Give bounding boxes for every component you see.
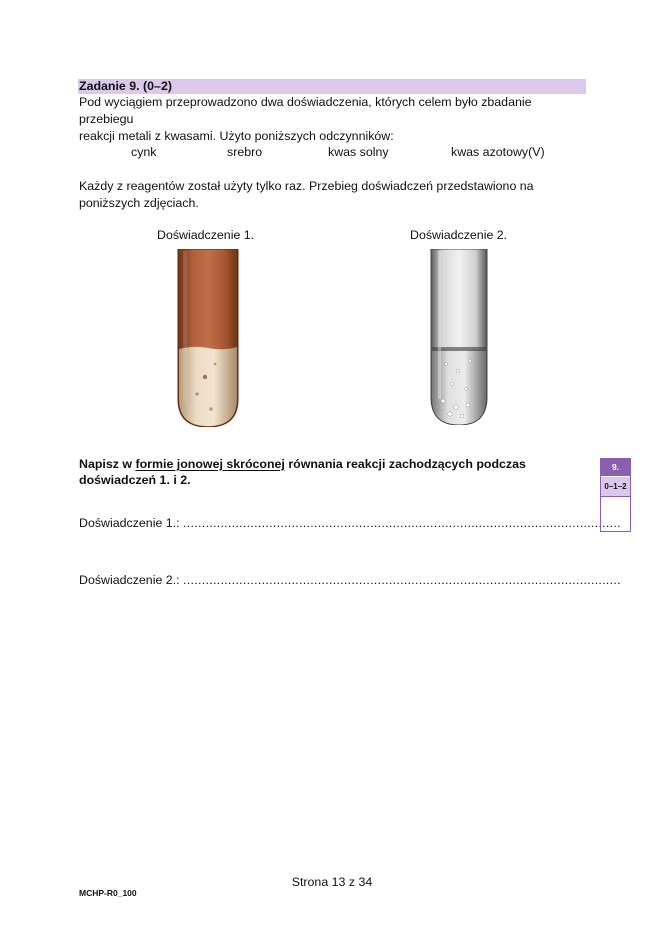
answer-line-1[interactable] bbox=[79, 516, 621, 530]
instruction-line-2: doświadczeń 1. i 2. bbox=[79, 473, 191, 487]
task-instruction bbox=[79, 456, 549, 488]
intro-line-1: Pod wyciągiem przeprowadzono dwa doświadczenia, których celem było zbadanie przebiegu bbox=[79, 95, 532, 126]
note-line-1: Każdy z reagentów został użyty tylko raz. Przebieg doświadczeń przedstawiono na bbox=[79, 179, 534, 193]
instruction-post: równania reakcji zachodzących podczas bbox=[284, 457, 526, 471]
intro-line-2: reakcji metali z kwasami. Użyto poniższych odczynników: bbox=[79, 129, 394, 143]
score-entry-field[interactable] bbox=[601, 497, 630, 531]
task-title: Zadanie 9. (0–2) bbox=[78, 79, 586, 94]
answer-2-label: Doświadczenie 2.: bbox=[79, 573, 180, 587]
answer-1-dots[interactable]: ..................................................................................................................... bbox=[183, 516, 621, 530]
page-number: Strona 13 z 34 bbox=[291, 875, 373, 889]
note-line-2: poniższych zdjęciach. bbox=[79, 196, 199, 210]
instruction-pre: Napisz w bbox=[79, 457, 136, 471]
answer-2-dots[interactable]: ..................................................................................................................... bbox=[183, 573, 621, 587]
task-intro bbox=[79, 94, 589, 145]
reagent-silver: srebro bbox=[227, 145, 263, 159]
reagent-nitric-acid: kwas azotowy(V) bbox=[451, 145, 545, 159]
experiment-1-tube-photo bbox=[175, 249, 241, 427]
task-note bbox=[79, 178, 589, 212]
experiment-2-caption: Doświadczenie 2. bbox=[410, 228, 508, 242]
experiment-2-tube-photo bbox=[428, 249, 490, 425]
reagent-zinc: cynk bbox=[131, 145, 157, 159]
score-points-scale: 0–1–2 bbox=[601, 477, 630, 497]
experiment-1-caption: Doświadczenie 1. bbox=[157, 228, 255, 242]
instruction-underlined: formie jonowej skróconej bbox=[135, 457, 285, 471]
score-task-number: 9. bbox=[601, 459, 630, 476]
answer-line-2[interactable] bbox=[79, 573, 621, 587]
answer-1-label: Doświadczenie 1.: bbox=[79, 516, 180, 530]
exam-code: MCHP-R0_100 bbox=[79, 888, 137, 898]
reagent-hydrochloric-acid: kwas solny bbox=[328, 145, 389, 159]
